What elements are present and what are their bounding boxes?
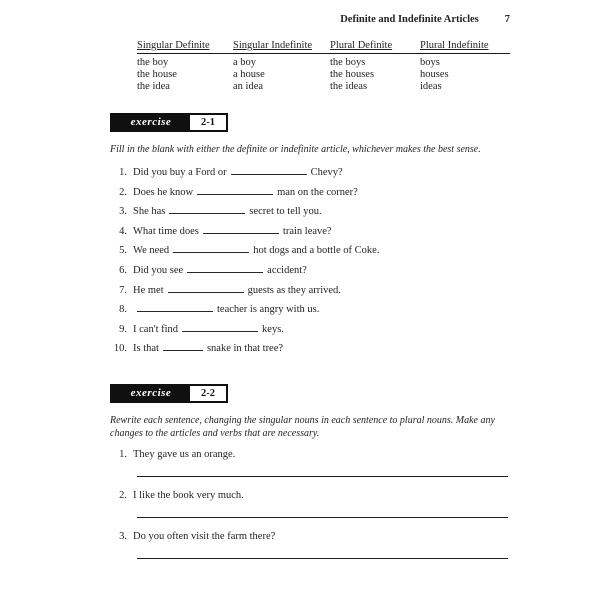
table-cell: the houses bbox=[330, 69, 375, 80]
question-number: 8. bbox=[119, 304, 127, 316]
table-cell: the house bbox=[137, 69, 177, 80]
question-text-after: teacher is angry with us. bbox=[217, 304, 320, 316]
answer-blank bbox=[168, 283, 244, 293]
answer-blank bbox=[163, 341, 203, 351]
question-number: 7. bbox=[119, 284, 127, 296]
exercise-2-2-questions bbox=[110, 449, 510, 559]
fill-in-question bbox=[110, 302, 510, 322]
question-text-before: She has bbox=[133, 206, 166, 218]
answer-line bbox=[137, 517, 508, 518]
table-row bbox=[137, 69, 510, 81]
exercise-badge-number: 2-2 bbox=[190, 386, 226, 401]
question-text-after: accident? bbox=[267, 264, 307, 276]
table-cell: the ideas bbox=[330, 81, 368, 92]
question-number: 1. bbox=[119, 448, 127, 460]
answer-line bbox=[137, 476, 508, 477]
answer-blank bbox=[137, 302, 213, 312]
table-cell: ideas bbox=[420, 81, 442, 92]
table-row bbox=[137, 81, 510, 93]
question-text-before: We need bbox=[133, 245, 170, 257]
exercise-2-1-instructions: Fill in the blank with either the definite or indefinite article, whichever makes the best sense. bbox=[110, 144, 481, 155]
question-text-after: train leave? bbox=[282, 225, 332, 237]
table-header-cell: Plural Indefinite bbox=[420, 40, 489, 51]
exercise-2-2-instructions: Rewrite each sentence, changing the singular nouns in each sentence to plural nouns. Make any changes to the articles and verbs that are necessary. bbox=[110, 414, 495, 439]
question-text-before: Did you buy a Ford or bbox=[133, 167, 227, 178]
exercise-badge-number: 2-1 bbox=[190, 115, 226, 130]
fill-in-question bbox=[110, 322, 510, 342]
table-cell: boys bbox=[420, 57, 440, 68]
answer-blank bbox=[203, 224, 279, 234]
exercise-badge-2-1 bbox=[110, 113, 228, 132]
table-cell: an idea bbox=[233, 81, 264, 92]
question-text: Do you often visit the farm there? bbox=[133, 530, 276, 542]
answer-blank bbox=[231, 165, 307, 175]
fill-in-question bbox=[110, 185, 510, 205]
rewrite-question bbox=[110, 531, 510, 559]
question-number: 6. bbox=[119, 264, 127, 276]
question-text-after: snake in that tree? bbox=[206, 343, 284, 355]
question-text: I like the book very much. bbox=[133, 489, 244, 501]
answer-line bbox=[137, 558, 508, 559]
question-number: 10. bbox=[113, 343, 127, 355]
answer-blank bbox=[182, 322, 258, 332]
table-cell: a house bbox=[233, 69, 265, 80]
question-text-before: What time does bbox=[133, 225, 199, 237]
fill-in-question bbox=[110, 224, 510, 244]
rewrite-question bbox=[110, 490, 510, 518]
fill-in-question bbox=[110, 243, 510, 263]
rewrite-question bbox=[110, 449, 510, 477]
table-row bbox=[137, 57, 510, 69]
question-text-after: hot dogs and a bottle of Coke. bbox=[253, 245, 380, 257]
articles-reference-table bbox=[137, 40, 510, 93]
answer-blank bbox=[173, 243, 249, 253]
exercise-badge-2-2 bbox=[110, 384, 228, 403]
question-text-after: keys. bbox=[262, 323, 284, 335]
question-text-after: Chevy? bbox=[310, 167, 343, 178]
question-number: 2. bbox=[119, 489, 127, 501]
fill-in-question bbox=[110, 204, 510, 224]
page-number: 7 bbox=[504, 14, 510, 25]
question-number: 4. bbox=[119, 225, 127, 237]
fill-in-question bbox=[110, 341, 510, 361]
answer-blank bbox=[187, 263, 263, 273]
table-header-cell: Singular Definite bbox=[137, 40, 210, 51]
question-text-before: Did you see bbox=[133, 264, 184, 276]
fill-in-question bbox=[110, 263, 510, 283]
question-text: They gave us an orange. bbox=[133, 448, 236, 460]
question-text-before: Does he know bbox=[133, 186, 194, 198]
question-text-before: He met bbox=[133, 284, 164, 296]
exercise-2-1-questions bbox=[110, 165, 510, 361]
question-number: 3. bbox=[119, 206, 127, 218]
table-cell: the idea bbox=[137, 81, 170, 92]
table-header-cell: Plural Definite bbox=[330, 40, 393, 51]
running-head bbox=[0, 0, 614, 25]
question-number: 1. bbox=[119, 167, 127, 178]
fill-in-question bbox=[110, 283, 510, 303]
table-cell: houses bbox=[420, 69, 449, 80]
question-number: 9. bbox=[119, 323, 127, 335]
table-cell: the boy bbox=[137, 57, 169, 68]
table-cell: the boys bbox=[330, 57, 366, 68]
exercise-badge-label: exercise bbox=[112, 386, 190, 401]
question-number: 2. bbox=[119, 186, 127, 198]
question-text-after: secret to tell you. bbox=[249, 206, 322, 218]
table-header-row bbox=[137, 40, 510, 54]
answer-blank bbox=[169, 204, 245, 214]
question-text-before: Is that bbox=[133, 343, 159, 355]
table-cell: a boy bbox=[233, 57, 257, 68]
exercise-badge-label: exercise bbox=[112, 115, 190, 130]
question-text-before: I can't find bbox=[133, 323, 179, 335]
answer-blank bbox=[197, 185, 273, 195]
question-number: 5. bbox=[119, 245, 127, 257]
question-text-after: man on the corner? bbox=[277, 186, 358, 198]
fill-in-question bbox=[110, 165, 510, 185]
question-text-after: guests as they arrived. bbox=[247, 284, 341, 296]
question-number: 3. bbox=[119, 530, 127, 542]
chapter-title: Definite and Indefinite Articles bbox=[340, 14, 479, 25]
table-header-cell: Singular Indefinite bbox=[233, 40, 313, 51]
